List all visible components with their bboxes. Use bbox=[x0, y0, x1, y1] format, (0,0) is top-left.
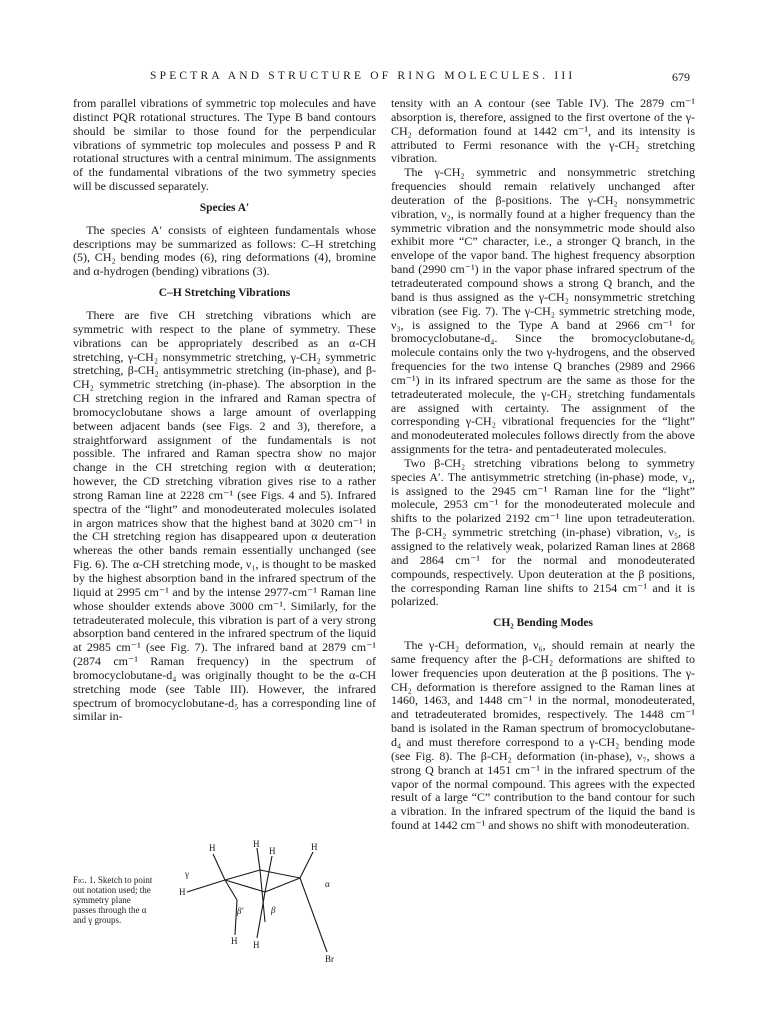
section-heading-ch-stretching: C–H Stretching Vibrations bbox=[158, 287, 291, 300]
label-gamma: γ bbox=[185, 869, 189, 879]
paragraph: tensity with an A contour (see Table IV). The 2879 cm⁻¹ absorption is, therefore, assigned to the first overtone of the γ-CH₂ deformation found at 1442 cm⁻¹, and its intensity is attributed to Fermi resonance with the γ-CH₂ stretching vibration. bbox=[391, 96, 695, 166]
running-title: SPECTRA AND STRUCTURE OF RING MOLECULES. III bbox=[150, 70, 576, 82]
figure-caption-label: Fig. 1. bbox=[73, 875, 96, 885]
ring-bond bbox=[260, 870, 300, 878]
ring-bond bbox=[265, 878, 300, 892]
atom-label-h: H bbox=[231, 936, 238, 946]
right-column bbox=[391, 97, 695, 833]
bond bbox=[265, 856, 272, 892]
atom-label-h: H bbox=[311, 842, 318, 852]
atom-label-br: Br bbox=[325, 954, 334, 964]
bond bbox=[300, 852, 313, 878]
bond bbox=[300, 878, 327, 952]
paragraph: from parallel vibrations of symmetric top molecules and have distinct PQR rotational structures. The Type B band contours should be similar to those found for the perpendicular vibrations of symmetric top molecules and possess P and R rotational structures with a central minimum. The assignments of the fundamental vibrations of the two symmetry species will be discussed separately. bbox=[73, 96, 376, 194]
atom-label-h: H bbox=[253, 940, 260, 950]
section-heading-ch2-bending: CH₂ Bending Modes bbox=[493, 617, 593, 630]
ring-bond bbox=[225, 870, 260, 880]
figure-caption-text: Sketch to point out notation used; the symmetry plane passes through the α and γ groups. bbox=[73, 875, 153, 925]
paragraph: The species A′ consists of eighteen fundamentals whose descriptions may be summarized as follows: C–H stretching (5), CH₂ bending modes (6), ring deformations (4), bromine and α-hydrogen (bending) vibrations (3). bbox=[73, 222, 376, 279]
left-column bbox=[73, 97, 376, 724]
atom-label-h: H bbox=[269, 846, 276, 856]
label-beta-prime: β′ bbox=[237, 906, 244, 916]
paragraph: The γ-CH₂ deformation, ν₆, should remain at nearly the same frequency after the β-CH₂ deformations are shifted to lower frequencies upon deuteration at the β positions. The γ-CH₂ deformation is therefore assigned to the Raman lines at 1460, 1463, and 1448 cm⁻¹ in the normal, monodeuterated, and tetradeuterated bromides, respectively. The 1448 cm⁻¹ band is isolated in the Raman spectrum of bromocyclobutane-d₄ and must therefore correspond to a γ-CH₂ bending mode (see Fig. 8). The β-CH₂ deformation (in-phase), ν₇, shows a strong Q branch at 1451 cm⁻¹ in the infrared spectrum of the vapor of the normal compound. This agrees with the expected result of a large “C” contribution to the band contour for such a vibration. In the infrared spectrum of the liquid the band is found at 1442 cm⁻¹ and shows no shift with monodeuteration. bbox=[391, 638, 695, 833]
paragraph: The γ-CH₂ symmetric and nonsymmetric stretching frequencies should remain relatively unchanged after deuteration of the β-positions. The γ-CH₂ nonsymmetric vibration, ν₂, is normally found at a higher frequency than the symmetric vibration and the nonsymmetric mode should also exhibit more “C” character, i.e., a stronger Q branch, in the envelope of the vapor band. The highest frequency absorption band (2990 cm⁻¹) in the vapor phase infrared spectrum of the tetradeuterated compound shows a strong Q branch, and the band is thus assigned as the γ-CH₂ nonsymmetric stretching vibration (see Fig. 7). The γ-CH₂ symmetric stretching mode, ν₃, is assigned to the Type A band at 2966 cm⁻¹ for bromocyclobutane-d₄. Since the bromocyclobutane-d₆ molecule contains only the two γ-hydrogens, and the observed frequencies for the two intense Q branches (2989 and 2966 cm⁻¹) in its infrared spectrum are the same as those for the tetradeuterated molecule, the γ-CH₂ stretching fundamentals are assigned with certainty. The assignment of the corresponding γ-CH₂ vibrational frequencies for the “light” and monodeuterated molecules follows directly from the above assignments for the tetra- and pentadeuterated molecules. bbox=[391, 165, 695, 457]
atom-label-h: H bbox=[253, 840, 260, 849]
paragraph: There are five CH stretching vibrations which are symmetric with respect to the plane of symmetry. These vibrations can be appropriately described as an α-CH stretching, γ-CH₂ nonsymmetric stretching, γ-CH₂ symmetric stretching, β-CH₂ antisymmetric stretching (in-phase), and β-CH₂ symmetric stretching (in-phase). The absorption in the CH stretching region in the infrared and Raman spectra of bromocyclobutane shows a large amount of overlapping between adjacent bands (see Figs. 2 and 3), therefore, a straightforward assignment of the fundamentals is not possible. The infrared and Raman spectra show no major change in the CH stretching region with α deuteration; however, the CD stretching vibration gives rise to a rather strong Raman line at 2228 cm⁻¹ (see Figs. 4 and 5). Infrared spectra of the “light” and monodeuterated molecules isolated in argon matrices show that the highest band at 3020 cm⁻¹ in the CH stretching region has disappeared upon α deuteration whereas the other bands remain essentially unchanged (see Fig. 6). The α-CH stretching mode, ν₁, is thought to be masked by the highest absorption band in the infrared spectrum of the liquid at 2995 cm⁻¹ and by the intense 2977-cm⁻¹ Raman line whose shoulder extends above 3000 cm⁻¹. Similarly, for the tetradeuterated molecule, this vibration is part of a very strong absorption band centered in the infrared spectrum of the liquid at 2985 cm⁻¹ (see Fig. 7). The infrared band at 2879 cm⁻¹ (2874 cm⁻¹ Raman frequency) in the spectrum of bromocyclobutane-d₄ was originally thought to be the α-CH stretching mode (see Table III). However, the infrared spectrum of bromocyclobutane-d₅ has a corresponding line of similar in- bbox=[73, 307, 376, 724]
page-number: 679 bbox=[672, 70, 690, 84]
bond bbox=[213, 854, 225, 880]
atom-label-h: H bbox=[209, 843, 216, 853]
paragraph: Two β-CH₂ stretching vibrations belong to symmetry species A′. The antisymmetric stretching (in-phase) mode, ν₄, is assigned to the 2945 cm⁻¹ Raman line for the “light” molecule, 2953 cm⁻¹ for the monodeuterated molecule and shifts to the polarized 2192 cm⁻¹ line upon tetradeuteration. The β-CH₂ symmetric stretching (in-phase) vibration, ν₅, is assigned to the relatively weak, polarized Raman lines at 2868 and 2864 cm⁻¹ for the normal and monodeuterated compounds, respectively. Upon deuteration at the β positions, the corresponding Raman line shifts to 2154 cm⁻¹ and it is polarized. bbox=[391, 455, 695, 609]
molecule-sketch bbox=[165, 840, 383, 970]
atom-label-h: H bbox=[179, 887, 186, 897]
section-heading-species: Species A′ bbox=[199, 201, 250, 214]
figure-1 bbox=[73, 840, 383, 970]
label-alpha: α bbox=[325, 879, 330, 889]
figure-caption bbox=[73, 875, 153, 925]
bond bbox=[187, 880, 225, 892]
running-head bbox=[0, 70, 768, 86]
label-beta: β bbox=[271, 905, 276, 915]
bond bbox=[257, 848, 260, 870]
